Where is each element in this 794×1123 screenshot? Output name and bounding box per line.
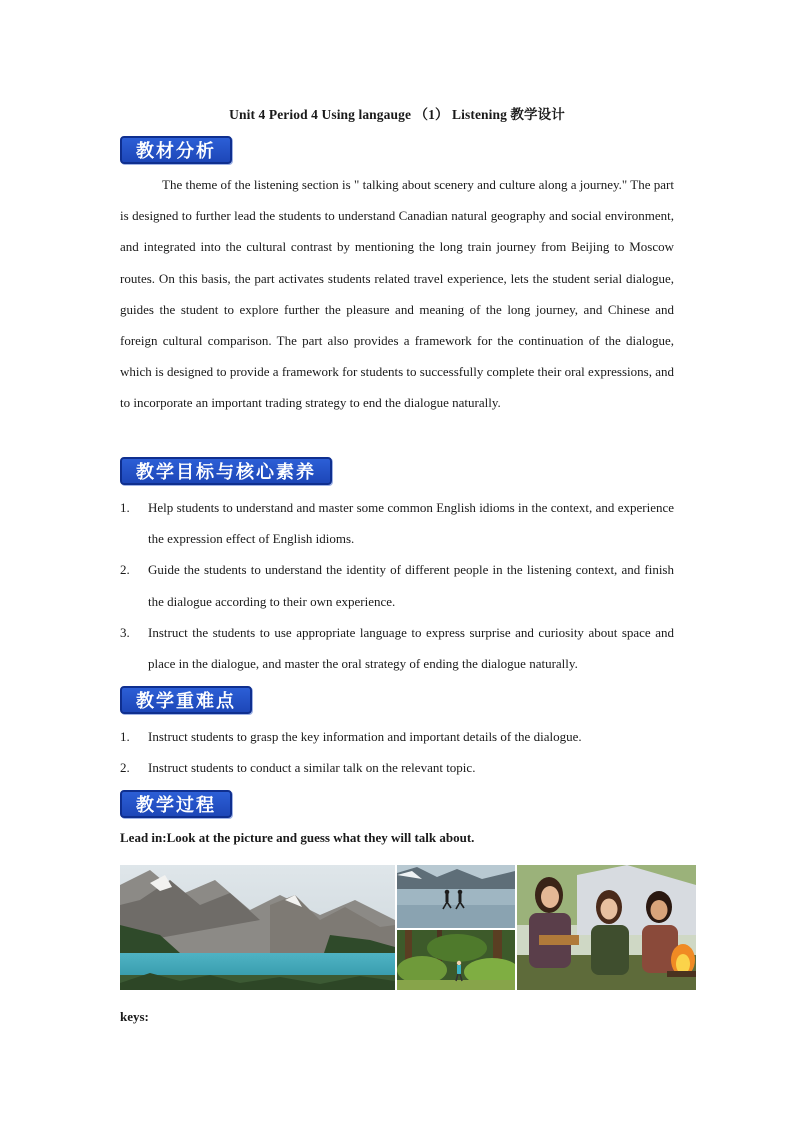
difficulties-list xyxy=(120,721,674,783)
photo-collage xyxy=(120,865,696,990)
document-title: Unit 4 Period 4 Using langauge （1） Listening 教学设计 xyxy=(229,107,565,122)
section-heading-difficulties: 教学重难点 xyxy=(120,686,252,714)
list-text: Instruct students to conduct a similar talk on the relevant topic. xyxy=(148,760,476,776)
section-heading-objectives: 教学目标与核心素养 xyxy=(120,457,332,485)
list-number: 1. xyxy=(120,729,130,744)
forest-hiker-photo xyxy=(397,930,515,990)
list-number: 2. xyxy=(120,562,130,578)
ice-skating-photo xyxy=(397,865,515,928)
list-number: 1. xyxy=(120,500,130,515)
analysis-paragraph xyxy=(120,169,674,419)
objectives-list xyxy=(120,492,674,679)
lead-in-text: Lead in:Look at the picture and guess what they will talk about. xyxy=(120,830,475,845)
list-text: Help students to understand and master some common English idioms in the context, and experience the expression effect of English idioms. xyxy=(148,500,674,547)
list-item xyxy=(120,492,674,554)
list-text: Instruct students to grasp the key information and important details of the dialogue. xyxy=(148,729,582,744)
list-item xyxy=(120,617,674,679)
list-number: 2. xyxy=(120,760,130,776)
mountain-lake-photo xyxy=(120,865,395,990)
list-text: Guide the students to understand the identity of different people in the listening context, and finish the dialogue according to their own experience. xyxy=(148,562,674,609)
list-item xyxy=(120,752,674,783)
list-number: 3. xyxy=(120,624,130,640)
list-item xyxy=(120,554,674,616)
campfire-friends-photo xyxy=(517,865,696,990)
section-heading-analysis: 教材分析 xyxy=(120,136,232,164)
list-text: Instruct the students to use appropriate language to express surprise and curiosity about space and place in the dialogue, and master the oral strategy of ending the dialogue naturally. xyxy=(148,624,674,672)
list-item xyxy=(120,721,674,752)
section-heading-process: 教学过程 xyxy=(120,790,232,818)
analysis-text: The theme of the listening section is " talking about scenery and culture along a journey." The part is designed to further lead the students to understand Canadian natural geography and social environment, and integrated into the cultural contrast by mentioning the long train journey from Beijing to Moscow routes. On this basis, the part activates students related travel experience, lets the student serial dialogue, guides the student to explore further the pleasure and meaning of the long journey, and Chinese and foreign cultural comparison. The part also provides a framework for the continuation of the dialogue, which is designed to provide a framework for students to successfully complete their oral expressions, and to incorporate an important trading strategy to end the dialogue naturally. xyxy=(120,177,674,411)
keys-label: keys: xyxy=(120,1009,149,1024)
